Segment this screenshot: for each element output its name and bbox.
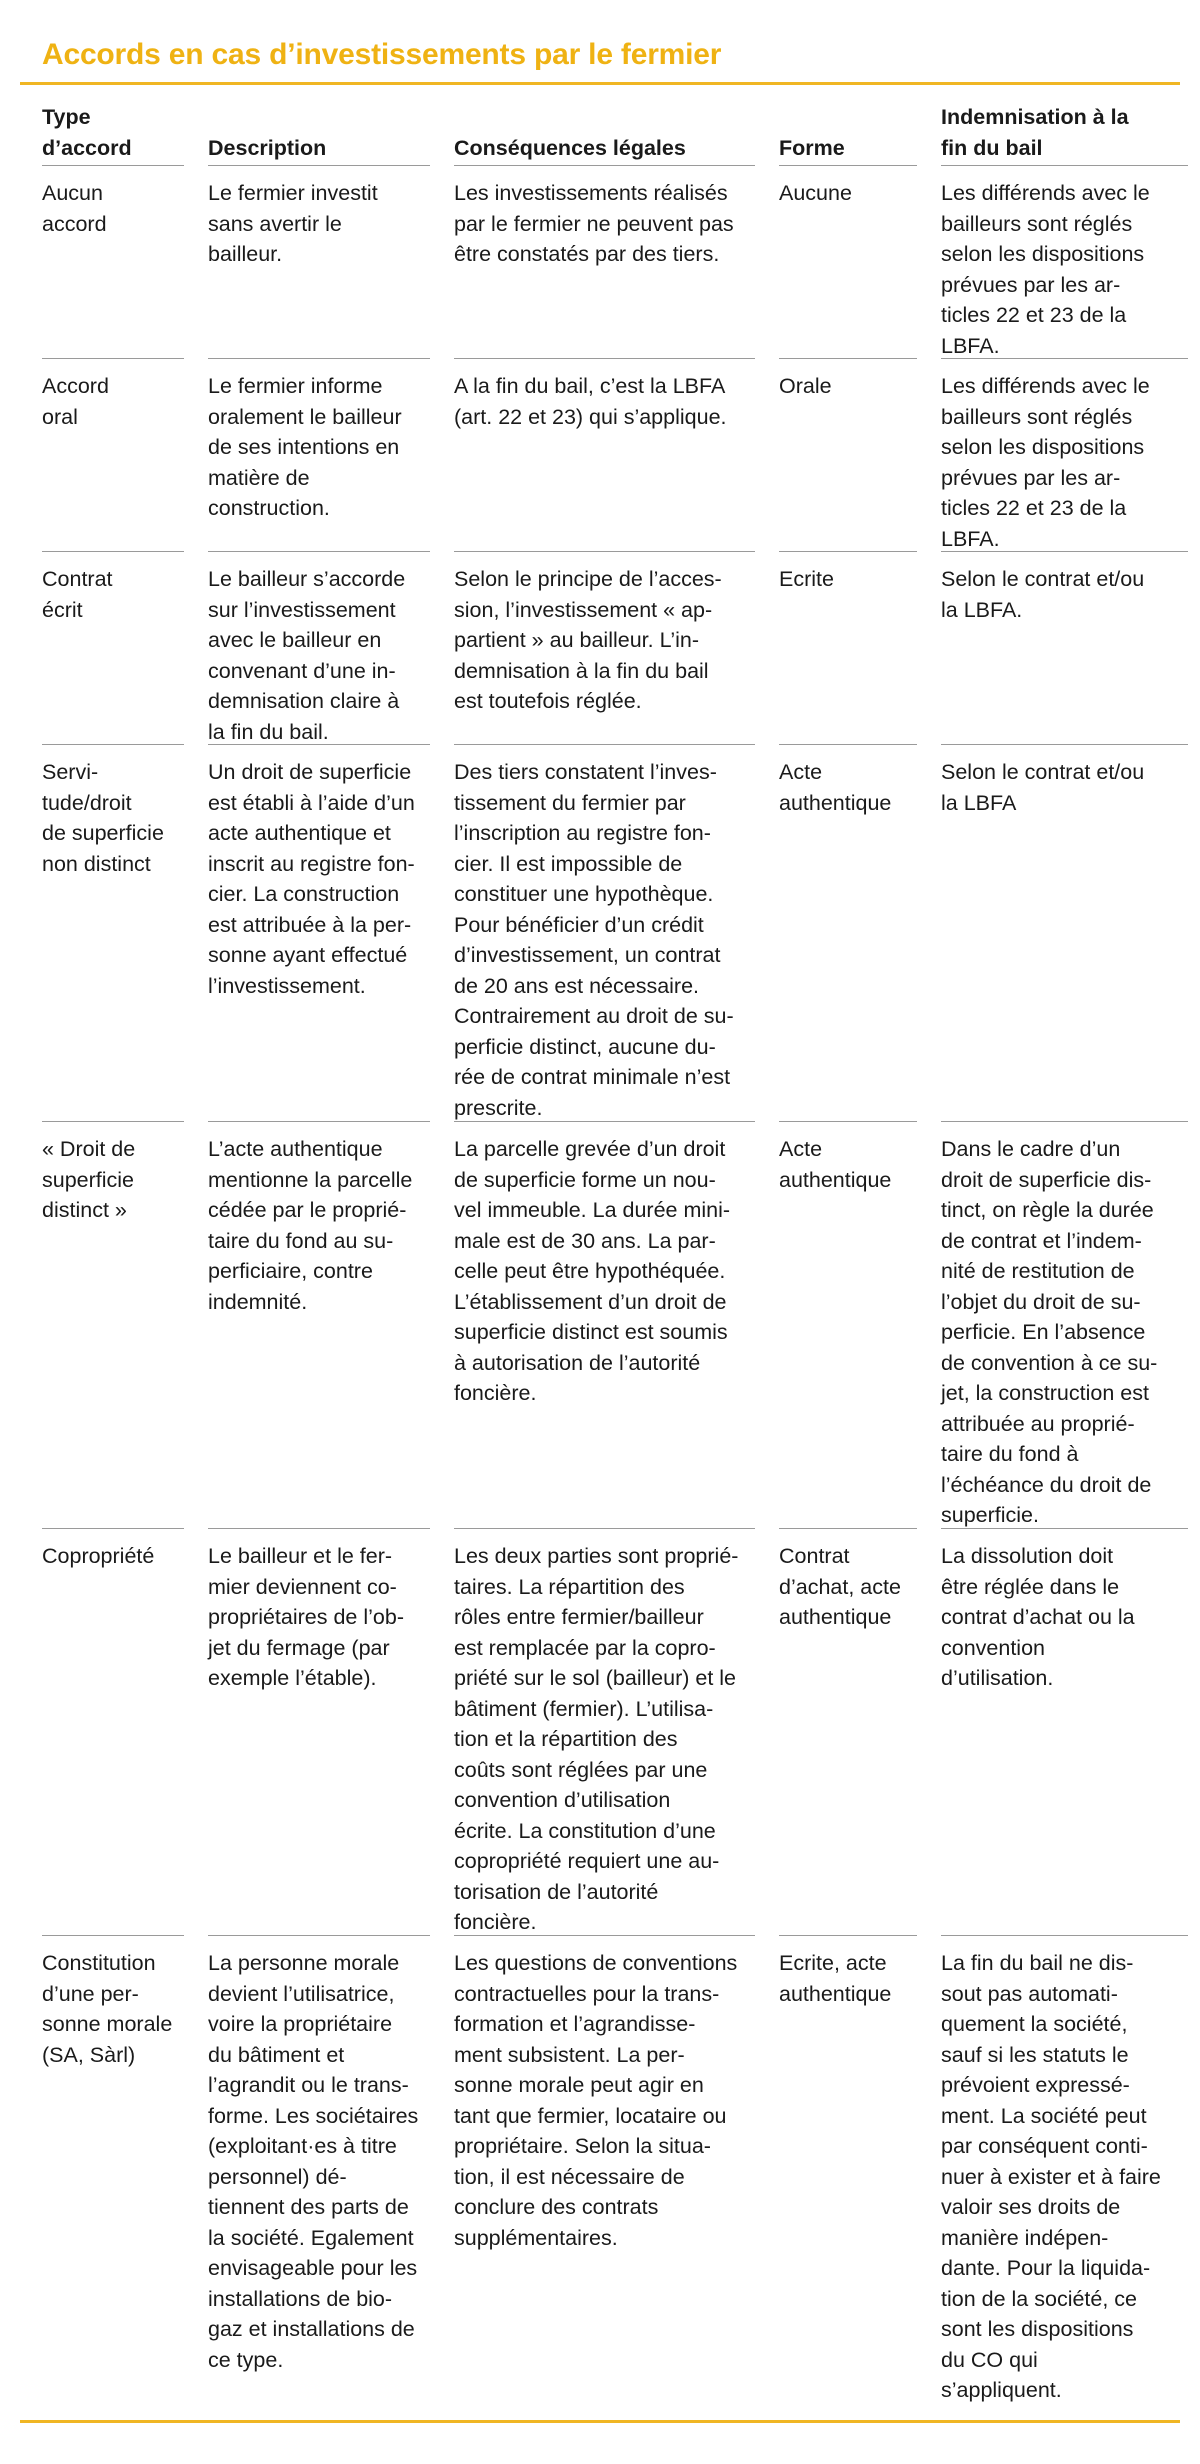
cell-compensation <box>941 744 1194 1121</box>
cell-compensation <box>941 166 1194 358</box>
header-type <box>42 100 208 166</box>
cell-legal-consequences <box>454 166 779 358</box>
cell-text: A la fin du bail, c’est la LBFA (art. 22 et 23) qui s’applique. <box>454 374 727 429</box>
cell-form <box>779 1935 941 2408</box>
page-title: Accords en cas d’investissements par le fermier <box>42 38 722 71</box>
cell-text: Les deux parties sont proprié- taires. La répartition des rôles entre fermier/bailleur est remplacée par la copro- priété sur le sol (bailleur) et le bâtiment (fermier). L’utilisa- tion et la répartition des coûts sont réglées par une convention d’utilisation écrite. La constitution d’une copropriété requiert une au- torisation de l’autorité foncière. <box>454 1544 739 1934</box>
cell-form <box>779 358 941 551</box>
cell-description <box>208 1528 454 1935</box>
cell-text: La dissolution doit être réglée dans le contrat d’achat ou la convention d’utilisation. <box>941 1544 1135 1690</box>
table-row <box>42 1528 1194 1935</box>
cell-text: Des tiers constatent l’inves- tissement du fermier par l’inscription au registre fon- cier. Il est impossible de constituer une hypothèque. Pour bénéficier d’un crédit d’investissement, un contrat de 20 ans est nécessaire. Contrairement au droit de su- perficie distinct, aucune du- rée de contrat minimale n’est prescrite. <box>454 760 734 1120</box>
cell-form <box>779 744 941 1121</box>
cell-legal-consequences <box>454 358 779 551</box>
page <box>20 0 1180 2464</box>
bottom-rule <box>20 2420 1180 2423</box>
header-label: Type d’accord <box>42 105 132 160</box>
cell-text: Constitution d’une per- sonne morale (SA, Sàrl) <box>42 1951 173 2067</box>
cell-compensation <box>941 358 1194 551</box>
cell-text: Le fermier informe oralement le bailleur de ses intentions en matière de construction. <box>208 374 402 520</box>
cell-form <box>779 551 941 744</box>
cell-text: L’acte authentique mentionne la parcelle cédée par le proprié- taire du fond au su- perficiaire, contre indemnité. <box>208 1137 413 1314</box>
cell-description <box>208 1121 454 1528</box>
cell-text: Acte authentique <box>779 1137 892 1192</box>
cell-text: La parcelle grevée d’un droit de superficie forme un nou- vel immeuble. La durée mini- male est de 30 ans. La par- celle peut être hypothéquée. L’établissement d’un droit de superficie distinct est soumis à autorisation de l’autorité foncière. <box>454 1137 731 1405</box>
cell-type <box>42 1935 208 2408</box>
cell-compensation <box>941 551 1194 744</box>
header-label: Conséquences légales <box>454 135 686 160</box>
table-row <box>42 1935 1194 2408</box>
cell-legal-consequences <box>454 1935 779 2408</box>
agreements-table <box>42 100 1194 2408</box>
title-bar <box>20 34 1180 85</box>
cell-type <box>42 744 208 1121</box>
cell-type <box>42 1528 208 1935</box>
cell-compensation <box>941 1121 1194 1528</box>
cell-legal-consequences <box>454 551 779 744</box>
cell-type <box>42 1121 208 1528</box>
cell-description <box>208 551 454 744</box>
cell-text: La personne morale devient l’utilisatrice, voire la propriétaire du bâtiment et l’agrandit ou le trans- forme. Les sociétaires (exploitant·es à titre personnel) dé- tiennent des parts de la société. Egalement envisageable pour les installations de bio- gaz et installations de ce type. <box>208 1951 419 2372</box>
cell-legal-consequences <box>454 1121 779 1528</box>
cell-text: La fin du bail ne dis- sout pas automati- quement la société, sauf si les statuts le prévoient expressé- ment. La société peut par conséquent conti- nuer à exister et à faire valoir ses droits de manière indépen- dante. Pour la liquida- tion de la société, ce sont les dispositions du CO qui s’appliquent. <box>941 1951 1161 2402</box>
header-label: Description <box>208 135 327 160</box>
header-compensation <box>941 100 1194 166</box>
cell-type <box>42 358 208 551</box>
cell-text: Aucune <box>779 181 852 205</box>
cell-description <box>208 166 454 358</box>
cell-text: Contrat d’achat, acte authentique <box>779 1544 901 1629</box>
cell-description <box>208 1935 454 2408</box>
cell-text: Les différends avec le bailleurs sont réglés selon les dispositions prévues par les ar- ticles 22 et 23 de la LBFA. <box>941 181 1150 358</box>
table-header-row <box>42 100 1194 166</box>
cell-text: Les questions de conventions contractuelles pour la trans- formation et l’agrandisse- ment subsistent. La per- sonne morale peut agir en tant que fermier, locataire ou propriétaire. Selon la situa- tion, il est nécessaire de conclure des contrats supplémentaires. <box>454 1951 738 2250</box>
cell-legal-consequences <box>454 1528 779 1935</box>
header-legal-consequences <box>454 100 779 166</box>
cell-compensation <box>941 1528 1194 1935</box>
cell-text: Selon le contrat et/ou la LBFA. <box>941 567 1145 622</box>
header-description <box>208 100 454 166</box>
cell-form <box>779 1528 941 1935</box>
cell-text: Acte authentique <box>779 760 892 815</box>
cell-type <box>42 166 208 358</box>
table-row <box>42 744 1194 1121</box>
table-row <box>42 551 1194 744</box>
table-row <box>42 1121 1194 1528</box>
table-row <box>42 166 1194 358</box>
cell-text: Accord oral <box>42 374 109 429</box>
cell-text: Contrat écrit <box>42 567 113 622</box>
cell-text: Un droit de superficie est établi à l’aide d’un acte authentique et inscrit au registre fon- cier. La construction est attribuée à la per- sonne ayant effectué l’investissement. <box>208 760 415 998</box>
cell-text: Ecrite, acte authentique <box>779 1951 892 2006</box>
cell-text: Aucun accord <box>42 181 107 236</box>
header-form <box>779 100 941 166</box>
cell-form <box>779 166 941 358</box>
cell-legal-consequences <box>454 744 779 1121</box>
cell-text: Servi- tude/droit de superficie non distinct <box>42 760 164 876</box>
cell-form <box>779 1121 941 1528</box>
cell-description <box>208 358 454 551</box>
cell-type <box>42 551 208 744</box>
cell-text: Selon le principe de l’acces- sion, l’investissement « ap- partient » au bailleur. L’in- demnisation à la fin du bail est toutefois réglée. <box>454 567 722 713</box>
cell-text: Le bailleur et le fer- mier deviennent co- propriétaires de l’ob- jet du fermage (par exemple l’étable). <box>208 1544 404 1690</box>
cell-text: « Droit de superficie distinct » <box>42 1137 136 1222</box>
header-label: Indemnisation à la fin du bail <box>941 105 1129 160</box>
table-row <box>42 358 1194 551</box>
cell-compensation <box>941 1935 1194 2408</box>
cell-text: Les investissements réalisés par le fermier ne peuvent pas être constatés par des tiers. <box>454 181 734 266</box>
cell-text: Copropriété <box>42 1544 155 1568</box>
header-label: Forme <box>779 135 845 160</box>
cell-text: Le fermier investit sans avertir le bailleur. <box>208 181 378 266</box>
cell-text: Ecrite <box>779 567 834 591</box>
cell-text: Les différends avec le bailleurs sont réglés selon les dispositions prévues par les ar- ticles 22 et 23 de la LBFA. <box>941 374 1150 551</box>
cell-description <box>208 744 454 1121</box>
cell-text: Orale <box>779 374 832 398</box>
cell-text: Selon le contrat et/ou la LBFA <box>941 760 1145 815</box>
cell-text: Le bailleur s’accorde sur l’investissement avec le bailleur en convenant d’une in- demnisation claire à la fin du bail. <box>208 567 406 744</box>
cell-text: Dans le cadre d’un droit de superficie dis- tinct, on règle la durée de contrat et l’indem- nité de restitution de l’objet du droit de su- perficie. En l’absence de convention à ce su- jet, la construction est attribuée au proprié- taire du fond à l’échéance du droit de superficie. <box>941 1137 1158 1527</box>
